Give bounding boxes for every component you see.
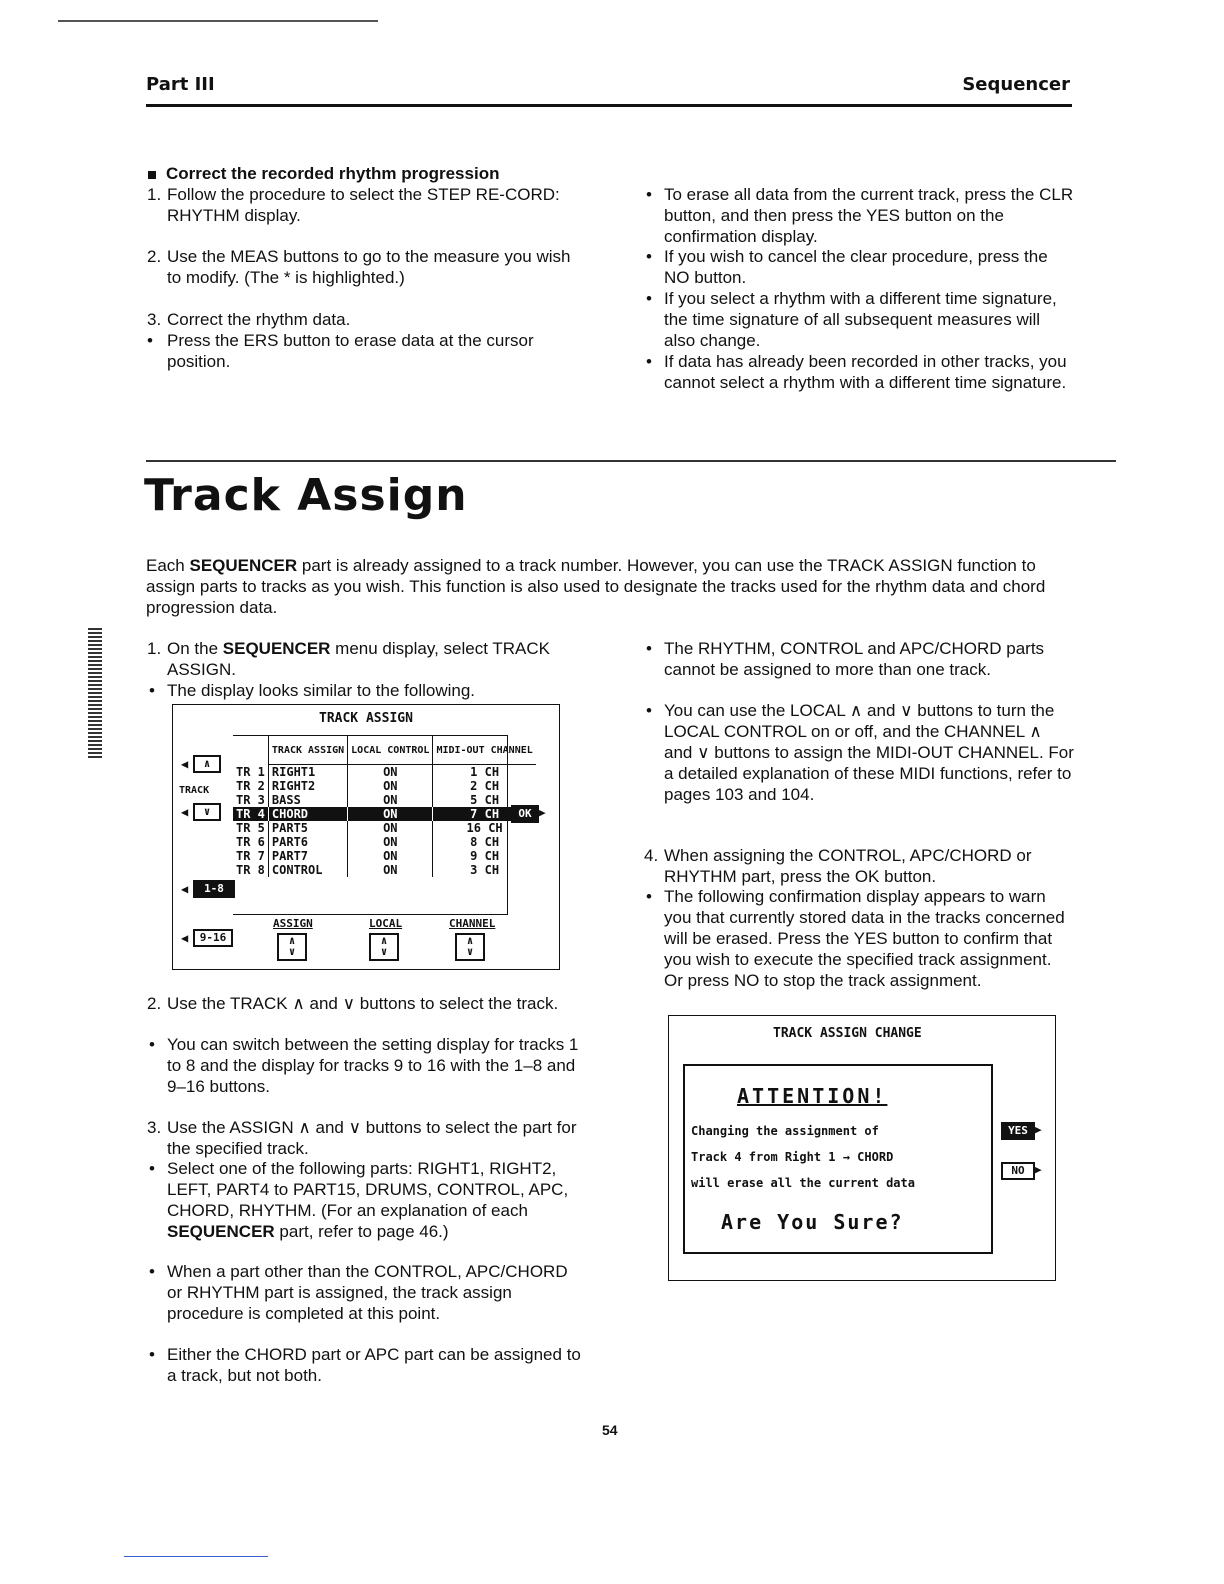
label-channel: CHANNEL [449, 917, 496, 930]
track-cell-local: ON [348, 793, 433, 807]
track-down-button[interactable]: ∨ [193, 803, 221, 821]
top-right-bullet-4: • If data has already been recorded in other tracks, you cannot select a rhythm with a different time signature. [644, 351, 1074, 393]
intro-post: part is already assigned to a track number. However, you can use the TRACK ASSIGN function to assign parts to tracks as you wish. This function is also used to designate the tracks used for the rhythm data and chord progression data. [146, 556, 1046, 617]
track-cell-tr: TR 8 [233, 863, 268, 877]
confirm-question: Are You Sure? [721, 1210, 904, 1234]
top-item-1 [147, 184, 587, 226]
track-cell-ch: 3 CH [470, 863, 500, 877]
arrow-9-16-icon: ◀ [181, 931, 189, 945]
warning-line-2: Track 4 from Right 1 → CHORD [691, 1150, 894, 1164]
col-header-local: LOCAL CONTROL [348, 736, 433, 765]
table-header-row [233, 736, 536, 765]
top-scan-line [58, 20, 378, 22]
bullet-text: The display looks similar to the following. [167, 681, 476, 700]
step-1-bullet: • The display looks similar to the following. [147, 680, 587, 701]
step-1 [147, 638, 587, 680]
item-bullet: • [147, 331, 153, 350]
track-up-button[interactable]: ∧ [193, 755, 221, 773]
step-num: 3. [147, 1118, 162, 1137]
track-cell-part: RIGHT1 [268, 765, 347, 780]
intro-paragraph [146, 555, 1076, 618]
track-cell-tr: TR 3 [233, 793, 268, 807]
track-row[interactable] [233, 863, 536, 877]
step-num: 1. [147, 639, 162, 658]
button-1-8[interactable]: 1-8 [193, 880, 235, 898]
track-row[interactable] [233, 807, 536, 821]
item-number: 3. [147, 310, 162, 329]
bullet-text: You can use the LOCAL ∧ and ∨ buttons to turn the LOCAL CONTROL on or off, and the CHANNEL ∧ and ∨ buttons to assign the MIDI-OUT CHANNEL. For a detailed explanation of these MIDI functions, refer to pages 103 and 104. [664, 701, 1074, 804]
confirm-display [668, 1015, 1056, 1281]
track-arrow-left-icon-2: ◀ [181, 805, 189, 819]
track-cell-local: ON [348, 807, 433, 821]
track-cell-ch: 2 CH [470, 779, 500, 793]
track-row[interactable] [233, 793, 536, 807]
square-bullet-icon [148, 171, 156, 179]
track-cell-ch: 5 CH [470, 793, 500, 807]
top-item-4 [147, 330, 587, 372]
col-header-assign: TRACK ASSIGN [268, 736, 347, 765]
track-cell-local: ON [348, 779, 433, 793]
top-item-3 [147, 309, 587, 330]
no-arrow-icon: ▶ [1035, 1163, 1042, 1176]
header-section: Sequencer [962, 74, 1070, 95]
bullet-text: You can switch between the setting display for tracks 1 to 8 and the display for tracks 9 to 16 with the 1–8 and 9–16 buttons. [167, 1035, 579, 1096]
track-cell-part: BASS [268, 793, 347, 807]
step-3-bullet-1: • Select one of the following parts: RIGHT1, RIGHT2, LEFT, PART4 to PART15, DRUMS, CONTROL, APC, CHORD, RHYTHM. (For an explanation of each SEQUENCER part, refer to page 46.) [147, 1158, 587, 1242]
item-text: Press the ERS button to erase data at the cursor position. [167, 331, 534, 371]
attention-heading: ATTENTION! [737, 1084, 888, 1108]
track-cell-part: CHORD [268, 807, 347, 821]
yes-arrow-icon: ▶ [1035, 1123, 1042, 1136]
track-cell-tr: TR 1 [233, 765, 268, 780]
attention-box [683, 1064, 993, 1254]
track-cell-part: RIGHT2 [268, 779, 347, 793]
bottom-scan-line [124, 1556, 268, 1557]
track-cell-tr: TR 6 [233, 835, 268, 849]
track-cell-local: ON [348, 849, 433, 863]
bullet-text: To erase all data from the current track, press the CLR button, and then press the YES button on the confirmation display. [664, 185, 1074, 246]
track-cell-part: PART5 [268, 821, 347, 835]
top-item-2 [147, 246, 587, 288]
track-cell-ch: 7 CH [470, 807, 500, 821]
track-row[interactable] [233, 765, 536, 780]
top-right-bullet-2: • If you wish to cancel the clear procedure, press the NO button. [644, 246, 1074, 288]
ok-arrow-icon: ▶ [539, 806, 546, 819]
track-row[interactable] [233, 835, 536, 849]
warning-line-1: Changing the assignment of [691, 1124, 879, 1138]
top-right-bullet-3: • If you select a rhythm with a different time signature, the time signature of all subsequent measures will also change. [644, 288, 1074, 351]
track-arrow-left-icon: ◀ [181, 757, 189, 771]
intro-bold: SEQUENCER [189, 556, 298, 575]
track-cell-ch: 9 CH [470, 849, 500, 863]
bullet-text: If data has already been recorded in other tracks, you cannot select a rhythm with a different time signature. [664, 352, 1067, 392]
local-up-down-button[interactable]: ∧ ∨ [369, 933, 399, 961]
yes-button[interactable]: YES [1001, 1122, 1035, 1140]
track-cell-local: ON [348, 835, 433, 849]
bullet-text: The following confirmation display appears to warn you that currently stored data in the tracks concerned will be erased. Press the YES button to confirm that you wish to execute the specified track assignment. Or press NO to stop the track assignment. [664, 887, 1065, 990]
header-rule [146, 104, 1072, 107]
margin-barcode [88, 628, 102, 760]
step-4 [644, 845, 1074, 887]
step-2 [147, 993, 587, 1014]
track-cell-local: ON [348, 863, 433, 877]
track-cell-part: PART6 [268, 835, 347, 849]
track-assign-display [172, 704, 560, 970]
no-button[interactable]: NO [1001, 1162, 1035, 1180]
track-cell-part: CONTROL [268, 863, 347, 877]
bullet-text: If you select a rhythm with a different time signature, the time signature of all subsequent measures will also change. [664, 289, 1057, 350]
step-num: 2. [147, 994, 162, 1013]
arrow-1-8-icon: ◀ [181, 882, 189, 896]
track-cell-tr: TR 7 [233, 849, 268, 863]
track-cell-ch: 16 CH [466, 821, 503, 835]
bullet-text: Select one of the following parts: RIGHT1, RIGHT2, LEFT, PART4 to PART15, DRUMS, CONTROL, APC, CHORD, RHYTHM. (For an explanation of each SEQUENCER part, refer to page 46.) [167, 1159, 569, 1241]
step-3 [147, 1117, 587, 1159]
track-cell-part: PART7 [268, 849, 347, 863]
section-title: Track Assign [144, 470, 468, 521]
col-header-channel: MIDI-OUT CHANNEL [433, 736, 536, 765]
step-text: On the SEQUENCER menu display, select TRACK ASSIGN. [167, 639, 550, 679]
subsection-heading [148, 164, 499, 184]
item-number: 1. [147, 185, 162, 204]
track-cell-tr: TR 5 [233, 821, 268, 835]
header-part: Part III [146, 74, 215, 95]
display-title: TRACK ASSIGN [319, 711, 413, 726]
track-cell-ch: 8 CH [470, 835, 500, 849]
ok-button[interactable]: OK [511, 805, 539, 823]
item-text: Correct the rhythm data. [167, 310, 351, 329]
confirm-title: TRACK ASSIGN CHANGE [773, 1026, 922, 1041]
step-text: When assigning the CONTROL, APC/CHORD or RHYTHM part, press the OK button. [664, 846, 1032, 886]
track-table-grid [233, 736, 536, 877]
item-text: Follow the procedure to select the STEP RE-CORD: RHYTHM display. [167, 185, 560, 225]
bullet-text: If you wish to cancel the clear procedure, press the NO button. [664, 247, 1048, 287]
track-row[interactable] [233, 779, 536, 793]
step-2-bullet: • You can switch between the setting display for tracks 1 to 8 and the display for tracks 9 to 16 with the 1–8 and 9–16 buttons. [147, 1034, 587, 1097]
warning-line-3: will erase all the current data [691, 1176, 915, 1190]
right-bullet-1: • The RHYTHM, CONTROL and APC/CHORD parts cannot be assigned to more than one track. [644, 638, 1074, 680]
track-cell-local: ON [348, 821, 433, 835]
right-bullet-2: • You can use the LOCAL ∧ and ∨ buttons to turn the LOCAL CONTROL on or off, and the CHANNEL ∧ and ∨ buttons to assign the MIDI-OUT CHANNEL. For a detailed explanation of these MIDI functions, refer to pages 103 and 104. [646, 701, 1074, 804]
page-number: 54 [602, 1422, 618, 1438]
channel-up-down-button[interactable]: ∧ ∨ [455, 933, 485, 961]
track-cell-tr: TR 2 [233, 779, 268, 793]
track-row[interactable] [233, 821, 536, 835]
button-9-16[interactable]: 9-16 [193, 929, 233, 947]
track-label: TRACK [179, 785, 210, 796]
step-text: Use the ASSIGN ∧ and ∨ buttons to select the part for the specified track. [167, 1118, 577, 1158]
section-rule [146, 460, 1116, 462]
track-cell-tr: TR 4 [233, 807, 268, 821]
step-4-bullet: • The following confirmation display appears to warn you that currently stored data in the tracks concerned will be erased. Press the YES button to confirm that you wish to execute the specified track assignment. Or press NO to stop the track assignment. [644, 886, 1074, 991]
heading-text: Correct the recorded rhythm progression [166, 164, 500, 183]
top-right-bullet-1: • To erase all data from the current track, press the CLR button, and then press the YES button on the confirmation display. [646, 185, 1074, 246]
intro-pre: Each [146, 556, 190, 575]
item-text: Use the MEAS buttons to go to the measure you wish to modify. (The * is highlighted.) [167, 247, 571, 287]
step-num: 4. [644, 846, 659, 865]
track-row[interactable] [233, 849, 536, 863]
assign-up-down-button[interactable]: ∧ ∨ [277, 933, 307, 961]
step-3-bullet-3: • Either the CHORD part or APC part can be assigned to a track, but not both. [147, 1344, 587, 1386]
item-number: 2. [147, 247, 162, 266]
label-local: LOCAL [369, 917, 403, 930]
bullet-text: The RHYTHM, CONTROL and APC/CHORD parts cannot be assigned to more than one track. [664, 639, 1045, 679]
label-assign: ASSIGN [273, 917, 313, 930]
step-text: Use the TRACK ∧ and ∨ buttons to select the track. [167, 994, 559, 1013]
step-3-bullet-2: • When a part other than the CONTROL, APC/CHORD or RHYTHM part is assigned, the track assign procedure is completed at this point. [147, 1261, 587, 1324]
bullet-text: When a part other than the CONTROL, APC/CHORD or RHYTHM part is assigned, the track assign procedure is completed at this point. [167, 1262, 568, 1323]
track-cell-local: ON [348, 765, 433, 780]
track-cell-ch: 1 CH [470, 765, 500, 779]
bullet-text: Either the CHORD part or APC part can be assigned to a track, but not both. [167, 1345, 581, 1385]
